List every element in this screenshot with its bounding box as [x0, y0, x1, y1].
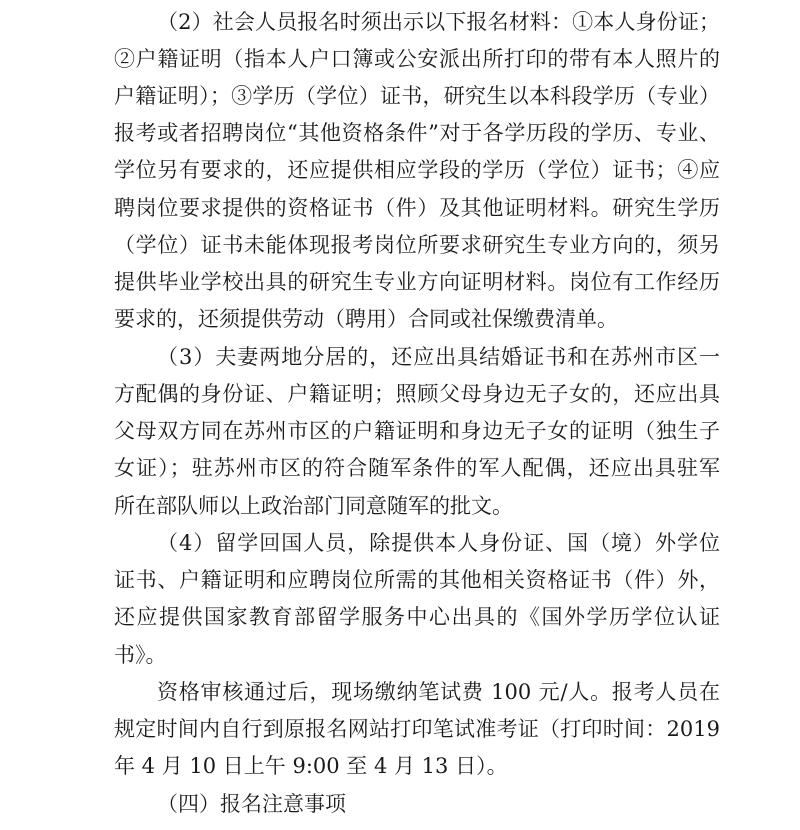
- text-line: 所在部队师以上政治部门同意随军的批文。: [114, 494, 513, 518]
- text-line: 规定时间内自行到原报名网站打印笔试准考证（打印时间：2019: [114, 717, 720, 741]
- text-line: （4）留学回国人员，除提供本人身份证、国（境）外学位: [157, 531, 720, 555]
- text-line: 户籍证明）；③学历（学位）证书，研究生以本科段学历（专业）: [114, 84, 720, 108]
- text-line: （2）社会人员报名时须出示以下报名材料：①本人身份证；: [157, 10, 720, 34]
- text-line: 提供毕业学校出具的研究生专业方向证明材料。岗位有工作经历: [114, 270, 720, 294]
- text-line: 还应提供国家教育部留学服务中心出具的《国外学历学位认证: [114, 605, 720, 629]
- section-heading: （四）报名注意事项: [157, 792, 346, 816]
- text-line: （学位）证书未能体现报考岗位所要求研究生专业方向的，须另: [114, 233, 720, 257]
- text-line: 女证）；驻苏州市区的符合随军条件的军人配偶，还应出具驻军: [114, 456, 720, 480]
- text-line: 父母双方同在苏州市区的户籍证明和身边无子女的证明（独生子: [114, 419, 720, 443]
- text-line: 聘岗位要求提供的资格证书（件）及其他证明材料。研究生学历: [114, 196, 720, 220]
- text-line: 报考或者招聘岗位“其他资格条件”对于各学历段的学历、专业、: [114, 121, 720, 145]
- text-line: 证书、户籍证明和应聘岗位所需的其他相关资格证书（件）外，: [114, 568, 720, 592]
- text-line: 书》。: [114, 643, 167, 667]
- text-line: 学位另有要求的，还应提供相应学段的学历（学位）证书；④应: [114, 158, 720, 182]
- text-line: 年 4 月 10 日上午 9:00 至 4 月 13 日）。: [114, 754, 508, 778]
- text-line: （3）夫妻两地分居的，还应出具结婚证书和在苏州市区一: [157, 345, 720, 369]
- text-line: 要求的，还须提供劳动（聘用）合同或社保缴费清单。: [114, 307, 618, 331]
- text-line: ②户籍证明（指本人户口簿或公安派出所打印的带有本人照片的: [114, 47, 720, 71]
- text-line: 资格审核通过后，现场缴纳笔试费 100 元/人。报考人员在: [157, 680, 720, 704]
- text-line: 方配偶的身份证、户籍证明；照顾父母身边无子女的，还应出具: [114, 382, 720, 406]
